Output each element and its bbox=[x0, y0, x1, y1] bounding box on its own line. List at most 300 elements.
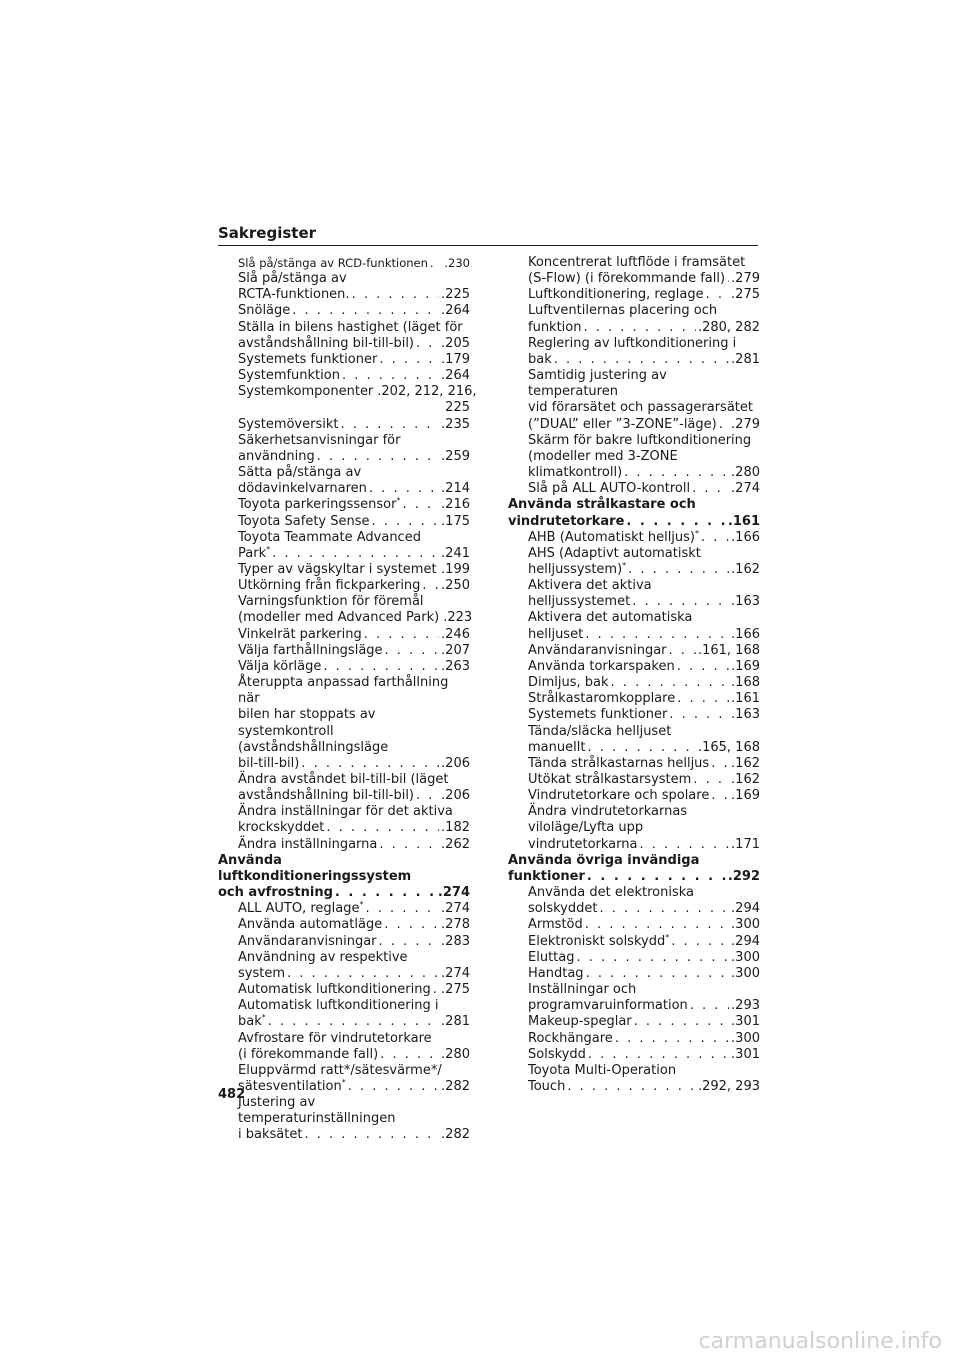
index-subentry bbox=[508, 336, 760, 368]
entry-text: (avståndshållningsläge bbox=[238, 739, 389, 755]
index-subentry bbox=[218, 578, 470, 594]
entry-text: Toyota parkeringssensor bbox=[238, 497, 397, 513]
entry-text: sätesventilation bbox=[238, 1078, 342, 1094]
index-subentry bbox=[508, 1047, 760, 1063]
page-reference: .171 bbox=[731, 836, 760, 852]
page-reference: .250 bbox=[441, 578, 470, 594]
entry-text: helljuset bbox=[528, 626, 584, 642]
entry-text: och avfrostning bbox=[218, 885, 333, 901]
dot-leader bbox=[352, 287, 439, 303]
entry-text: Elektroniskt solskydd bbox=[528, 933, 666, 949]
entry-text: Användning av respektive bbox=[238, 949, 408, 965]
index-subentry bbox=[508, 950, 760, 966]
entry-label bbox=[238, 546, 270, 562]
entry-label bbox=[528, 1047, 586, 1063]
entry-line bbox=[238, 449, 470, 465]
entry-line bbox=[528, 627, 760, 643]
entry-label bbox=[528, 320, 582, 336]
index-subentry bbox=[218, 271, 470, 303]
entry-line bbox=[238, 368, 470, 384]
dot-leader bbox=[701, 530, 729, 546]
entry-line bbox=[238, 352, 470, 368]
entry-text: (”DUAL” eller ”3-ZONE”-läge) bbox=[528, 416, 717, 432]
page-reference: .294 bbox=[731, 901, 760, 917]
index-subentry bbox=[218, 772, 470, 804]
page-reference: .182 bbox=[441, 820, 470, 836]
entry-label bbox=[528, 998, 688, 1014]
footnote-marker: * bbox=[359, 900, 364, 910]
page-reference: .214 bbox=[441, 481, 470, 497]
entry-text: solskyddet bbox=[528, 901, 598, 917]
page-reference: .166 bbox=[731, 529, 760, 545]
page-reference: .264 bbox=[441, 368, 470, 384]
page-reference: .282 bbox=[441, 1078, 470, 1094]
page-reference: .161, 168 bbox=[697, 642, 760, 658]
entry-label bbox=[528, 1079, 565, 1095]
entry-text: helljussystemet bbox=[528, 594, 631, 610]
page-reference: .207 bbox=[441, 642, 470, 658]
entry-text: vindrutetorkare bbox=[508, 513, 625, 529]
page-reference: .202, 212, 216, bbox=[377, 384, 477, 400]
entry-text: system bbox=[238, 965, 285, 981]
entry-text: Automatisk luftkonditionering i bbox=[238, 998, 439, 1014]
entry-text: Systemfunktion bbox=[238, 368, 340, 384]
entry-label bbox=[528, 594, 630, 610]
dot-leader bbox=[348, 1079, 439, 1095]
page-reference: .225 bbox=[441, 287, 470, 303]
entry-text: bak bbox=[238, 1014, 262, 1030]
index-subentry bbox=[218, 1095, 470, 1143]
entry-line bbox=[238, 659, 470, 675]
entry-label bbox=[528, 837, 637, 853]
entry-text: Solskydd bbox=[528, 1046, 586, 1062]
page-reference: .163 bbox=[731, 594, 760, 610]
dot-leader bbox=[587, 740, 696, 756]
entry-line bbox=[528, 643, 760, 659]
entry-text: Handtag bbox=[528, 965, 584, 981]
index-subentry bbox=[218, 562, 470, 578]
page-reference: .263 bbox=[441, 658, 470, 674]
entry-label bbox=[528, 772, 691, 788]
entry-text: avståndshållning bil-till-bil) bbox=[238, 788, 415, 804]
entry-line bbox=[238, 610, 473, 626]
index-subentry bbox=[508, 368, 760, 433]
entry-label bbox=[238, 788, 414, 804]
index-subentry bbox=[218, 465, 470, 497]
entry-text: RCTA-funktionen. bbox=[238, 287, 350, 303]
index-subentry bbox=[218, 675, 470, 772]
entry-label bbox=[528, 1031, 613, 1047]
page-reference: .301 bbox=[731, 1014, 760, 1030]
page-reference: .199 bbox=[441, 561, 470, 577]
entry-text: Dimljus, bak bbox=[528, 675, 609, 691]
entry-label bbox=[528, 287, 704, 303]
entry-label bbox=[238, 1079, 346, 1095]
entry-text: (modeller med 3-ZONE bbox=[528, 448, 678, 464]
index-subentry bbox=[218, 352, 470, 368]
entry-text: Makeup-speglar bbox=[528, 1014, 632, 1030]
entry-line bbox=[528, 271, 760, 287]
footnote-marker: * bbox=[665, 932, 670, 942]
entry-line bbox=[528, 1031, 760, 1047]
entry-label bbox=[528, 271, 725, 287]
page-number: 482 bbox=[218, 1087, 246, 1102]
dot-leader bbox=[335, 885, 436, 901]
index-main-entry bbox=[508, 497, 760, 529]
index-subentry bbox=[218, 804, 470, 836]
dot-leader bbox=[384, 917, 439, 933]
dot-leader bbox=[624, 465, 729, 481]
entry-label bbox=[528, 417, 717, 433]
entry-line bbox=[528, 772, 760, 788]
entry-line bbox=[528, 1079, 760, 1095]
entry-text: Inställningar och bbox=[528, 982, 637, 998]
entry-line bbox=[238, 627, 470, 643]
dot-leader bbox=[379, 352, 439, 368]
entry-text: Använda övriga invändiga bbox=[508, 852, 700, 868]
index-subentry bbox=[218, 837, 470, 853]
entry-label bbox=[508, 514, 624, 530]
entry-line bbox=[238, 303, 470, 319]
entry-line bbox=[238, 546, 470, 562]
entry-line bbox=[238, 287, 470, 303]
dot-leader bbox=[693, 772, 729, 788]
dot-leader bbox=[385, 643, 440, 659]
entry-line bbox=[528, 465, 760, 481]
page-reference: .292, 293 bbox=[697, 1078, 760, 1094]
page-reference: .274 bbox=[731, 481, 760, 497]
entry-text: Användaranvisningar bbox=[528, 642, 667, 658]
entry-label bbox=[238, 934, 377, 950]
entry-label bbox=[238, 643, 383, 659]
index-subentry bbox=[508, 804, 760, 852]
entry-text: Armstöd bbox=[528, 917, 583, 933]
entry-label bbox=[238, 368, 340, 384]
entry-text: Ändra inställningar för det aktiva bbox=[238, 804, 453, 820]
page-reference: .300 bbox=[731, 1030, 760, 1046]
entry-text: Varningsfunktion för föremål bbox=[238, 594, 424, 610]
dot-leader bbox=[268, 1014, 439, 1030]
dot-leader bbox=[433, 982, 439, 998]
page-reference: .279 bbox=[731, 416, 760, 432]
entry-text: bil-till-bil) bbox=[238, 755, 300, 771]
dot-leader bbox=[584, 320, 696, 336]
entry-text: dödavinkelvarnaren bbox=[238, 481, 367, 497]
index-subentry bbox=[218, 368, 470, 384]
dot-leader bbox=[372, 514, 440, 530]
entry-text: Automatisk luftkonditionering bbox=[238, 982, 431, 998]
dot-leader bbox=[379, 934, 440, 950]
entry-label bbox=[238, 610, 439, 626]
entry-label bbox=[238, 917, 382, 933]
index-subentry bbox=[508, 1031, 760, 1047]
entry-label bbox=[238, 255, 428, 271]
dot-leader bbox=[677, 691, 729, 707]
entry-text: användning bbox=[238, 448, 315, 464]
index-subentry bbox=[508, 433, 760, 481]
entry-text: bilen har stoppats av systemkontroll bbox=[238, 707, 376, 739]
entry-line bbox=[528, 901, 760, 917]
entry-line bbox=[528, 417, 760, 433]
entry-text: Samtidig justering av temperaturen bbox=[528, 368, 667, 400]
dot-leader bbox=[287, 966, 439, 982]
entry-line bbox=[528, 788, 760, 804]
page-reference: .206 bbox=[441, 788, 470, 804]
index-subentry bbox=[508, 255, 760, 287]
entry-text: viloläge/Lyfta upp bbox=[528, 820, 644, 836]
entry-text: (modeller med Advanced Park) bbox=[238, 610, 440, 626]
entry-line bbox=[238, 820, 470, 836]
entry-text: Användaranvisningar bbox=[238, 933, 377, 949]
index-subentry bbox=[508, 530, 760, 546]
page-reference: .162 bbox=[731, 772, 760, 787]
index-subentry bbox=[218, 514, 470, 530]
page-reference: .281 bbox=[441, 1014, 470, 1030]
page-reference: .168 bbox=[731, 675, 760, 691]
entry-label bbox=[238, 287, 350, 303]
page-reference: .169 bbox=[731, 788, 760, 804]
dot-leader bbox=[626, 514, 726, 530]
page-reference-continued: 225 bbox=[445, 400, 470, 416]
entry-line bbox=[238, 417, 470, 433]
dot-leader bbox=[317, 449, 439, 465]
entry-text: helljussystem) bbox=[528, 561, 623, 577]
dot-leader bbox=[304, 1127, 439, 1143]
entry-text: klimatkontroll) bbox=[528, 465, 623, 481]
entry-text: Touch bbox=[528, 1078, 566, 1094]
footnote-marker: * bbox=[341, 1077, 346, 1087]
entry-line bbox=[238, 934, 470, 950]
page-reference: .161 bbox=[731, 691, 760, 707]
entry-line bbox=[238, 497, 470, 513]
index-subentry bbox=[508, 578, 760, 610]
entry-text: Utökat strålkastarsystem bbox=[528, 772, 692, 787]
entry-text: Välja körläge bbox=[238, 658, 322, 674]
entry-label bbox=[528, 352, 552, 368]
page-reference: .283 bbox=[441, 933, 470, 949]
entry-text: Ändra vindrutetorkarnas bbox=[528, 804, 688, 820]
page-reference: .280, 282 bbox=[697, 319, 760, 335]
index-subentry bbox=[218, 530, 470, 562]
entry-label bbox=[238, 384, 373, 400]
index-subentry bbox=[218, 433, 470, 465]
entry-label bbox=[238, 449, 315, 465]
entry-label bbox=[238, 481, 367, 497]
page-reference: .282 bbox=[441, 1127, 470, 1143]
entry-text: Välja farthållningsläge bbox=[238, 642, 383, 658]
dot-leader bbox=[727, 271, 729, 287]
entry-line bbox=[528, 481, 760, 497]
entry-line bbox=[528, 966, 760, 982]
entry-text: i baksätet bbox=[238, 1127, 303, 1143]
page-reference: .163 bbox=[731, 707, 760, 723]
dot-leader bbox=[706, 287, 729, 303]
dot-leader bbox=[272, 546, 439, 562]
index-subentry bbox=[508, 1063, 760, 1095]
entry-text: Återuppta anpassad farthållning när bbox=[238, 675, 449, 707]
dot-leader bbox=[634, 1014, 729, 1030]
index-subentry bbox=[218, 982, 470, 998]
entry-text: Säkerhetsanvisningar för bbox=[238, 432, 401, 448]
entry-text: Luftventilernas placering och bbox=[528, 303, 718, 319]
entry-text: Park bbox=[238, 545, 267, 561]
entry-line bbox=[238, 756, 470, 772]
entry-label bbox=[528, 934, 669, 950]
index-subentry bbox=[218, 901, 470, 917]
entry-text: Använda luftkonditioneringssystem bbox=[218, 852, 412, 884]
entry-line bbox=[238, 336, 470, 352]
index-subentry bbox=[218, 320, 470, 352]
entry-text: Ändra inställningarna bbox=[238, 836, 378, 852]
page-reference: .223 bbox=[443, 610, 473, 626]
page-reference: .264 bbox=[441, 303, 470, 319]
entry-text: Vindrutetorkare och spolare bbox=[528, 788, 710, 804]
entry-line bbox=[528, 691, 760, 707]
dot-leader bbox=[677, 659, 729, 675]
index-subentry bbox=[508, 691, 760, 707]
entry-text: Systemets funktioner bbox=[238, 351, 378, 367]
index-subentry bbox=[218, 1031, 470, 1063]
entry-line bbox=[238, 578, 470, 594]
page-reference: .262 bbox=[441, 836, 470, 852]
section-title: Sakregister bbox=[218, 224, 317, 242]
entry-line bbox=[238, 514, 470, 530]
entry-label bbox=[528, 627, 583, 643]
dot-leader bbox=[585, 627, 729, 643]
page-reference: .301 bbox=[731, 1046, 760, 1062]
entry-text: Aktivera det automatiska bbox=[528, 610, 693, 626]
entry-label bbox=[528, 659, 675, 675]
entry-line bbox=[528, 562, 760, 578]
entry-line bbox=[528, 659, 760, 675]
dot-leader bbox=[671, 934, 729, 950]
entry-line bbox=[238, 917, 470, 933]
entry-label bbox=[238, 352, 377, 368]
index-subentry bbox=[508, 643, 760, 659]
dot-leader bbox=[379, 837, 439, 853]
page-reference: .246 bbox=[441, 626, 470, 642]
entry-label bbox=[238, 578, 420, 594]
entry-text: AHB (Automatiskt helljus) bbox=[528, 529, 696, 545]
entry-text: Använda automatläge bbox=[238, 917, 383, 933]
dot-leader bbox=[567, 1079, 696, 1095]
dot-leader bbox=[416, 336, 439, 352]
page-reference: .275 bbox=[731, 287, 760, 303]
entry-line bbox=[238, 1014, 470, 1030]
entry-line bbox=[528, 934, 760, 950]
entry-text: avståndshållning bil-till-bil) bbox=[238, 335, 415, 351]
page-reference: .166 bbox=[731, 626, 760, 642]
page-reference: .292 bbox=[727, 868, 760, 884]
entry-line bbox=[508, 869, 760, 885]
dot-leader bbox=[554, 352, 729, 368]
entry-text: Använda torkarspaken bbox=[528, 658, 675, 674]
entry-line bbox=[528, 837, 760, 853]
entry-text: vid förarsätet och passagerarsätet bbox=[528, 400, 753, 416]
entry-label bbox=[238, 514, 370, 530]
index-subentry bbox=[508, 982, 760, 1014]
index-subentry bbox=[508, 966, 760, 982]
index-subentry bbox=[508, 659, 760, 675]
page-reference: .294 bbox=[731, 933, 760, 949]
index-subentry bbox=[218, 1063, 470, 1095]
index-subentry bbox=[508, 917, 760, 933]
entry-text: AHS (Adaptivt automatiskt bbox=[528, 545, 701, 561]
entry-text: Aktivera det aktiva bbox=[528, 578, 652, 594]
entry-text: Systemöversikt bbox=[238, 416, 339, 432]
index-subentry bbox=[508, 675, 760, 691]
entry-line bbox=[528, 950, 760, 966]
entry-label bbox=[238, 1127, 302, 1143]
entry-text: Typer av vägskyltar i systemet bbox=[238, 561, 437, 577]
entry-line bbox=[238, 966, 470, 982]
index-subentry bbox=[218, 917, 470, 933]
entry-text: Eluppvärmd ratt*/sätesvärme*/ bbox=[238, 1062, 442, 1078]
dot-leader bbox=[340, 417, 439, 433]
watermark: carmanualsonline.info bbox=[698, 1329, 942, 1354]
page-reference: .280 bbox=[441, 1046, 470, 1062]
footnote-marker: * bbox=[266, 544, 271, 554]
entry-label bbox=[528, 901, 597, 917]
entry-label bbox=[238, 417, 338, 433]
index-subentry bbox=[508, 756, 760, 772]
entry-text: Tända strålkastarnas helljus bbox=[528, 755, 710, 771]
page-reference: .205 bbox=[441, 335, 470, 351]
entry-line bbox=[528, 530, 760, 546]
page-reference: .274 bbox=[437, 885, 470, 901]
entry-label bbox=[238, 1014, 266, 1030]
entry-label bbox=[238, 627, 362, 643]
dot-leader bbox=[719, 417, 729, 433]
entry-line bbox=[528, 998, 760, 1014]
entry-line bbox=[528, 675, 760, 691]
dot-leader bbox=[301, 756, 439, 772]
entry-label bbox=[238, 756, 299, 772]
entry-text: Sätta på/stänga av bbox=[238, 465, 362, 481]
entry-label bbox=[238, 562, 437, 578]
entry-label bbox=[218, 885, 333, 901]
entry-text: Reglering av luftkonditionering i bbox=[528, 335, 737, 351]
entry-line bbox=[528, 707, 760, 723]
entry-label bbox=[528, 756, 709, 772]
page-reference: .259 bbox=[441, 448, 470, 464]
index-subentry bbox=[508, 287, 760, 303]
entry-line bbox=[238, 481, 470, 497]
index-subentry bbox=[508, 303, 760, 335]
index-main-entry bbox=[218, 853, 470, 901]
page-reference: .279 bbox=[731, 271, 760, 287]
page-header bbox=[218, 223, 758, 246]
entry-text: ALL AUTO, reglage bbox=[238, 901, 360, 917]
entry-label bbox=[508, 869, 585, 885]
dot-leader bbox=[364, 627, 439, 643]
index-column-right bbox=[508, 255, 760, 1095]
entry-line bbox=[528, 594, 760, 610]
dot-leader bbox=[369, 481, 439, 497]
page-reference: .274 bbox=[441, 965, 470, 981]
page-reference: .162 bbox=[731, 561, 760, 577]
entry-text: Använda strålkastare och bbox=[508, 497, 696, 513]
dot-leader bbox=[422, 578, 439, 594]
footnote-marker: * bbox=[396, 496, 401, 506]
index-column-left bbox=[218, 255, 477, 1144]
dot-leader bbox=[292, 303, 439, 319]
entry-text: Strålkastaromkopplare bbox=[528, 691, 676, 707]
entry-text: Snöläge bbox=[238, 303, 291, 319]
entry-label bbox=[528, 643, 667, 659]
dot-leader bbox=[342, 368, 439, 384]
dot-leader bbox=[690, 998, 729, 1014]
